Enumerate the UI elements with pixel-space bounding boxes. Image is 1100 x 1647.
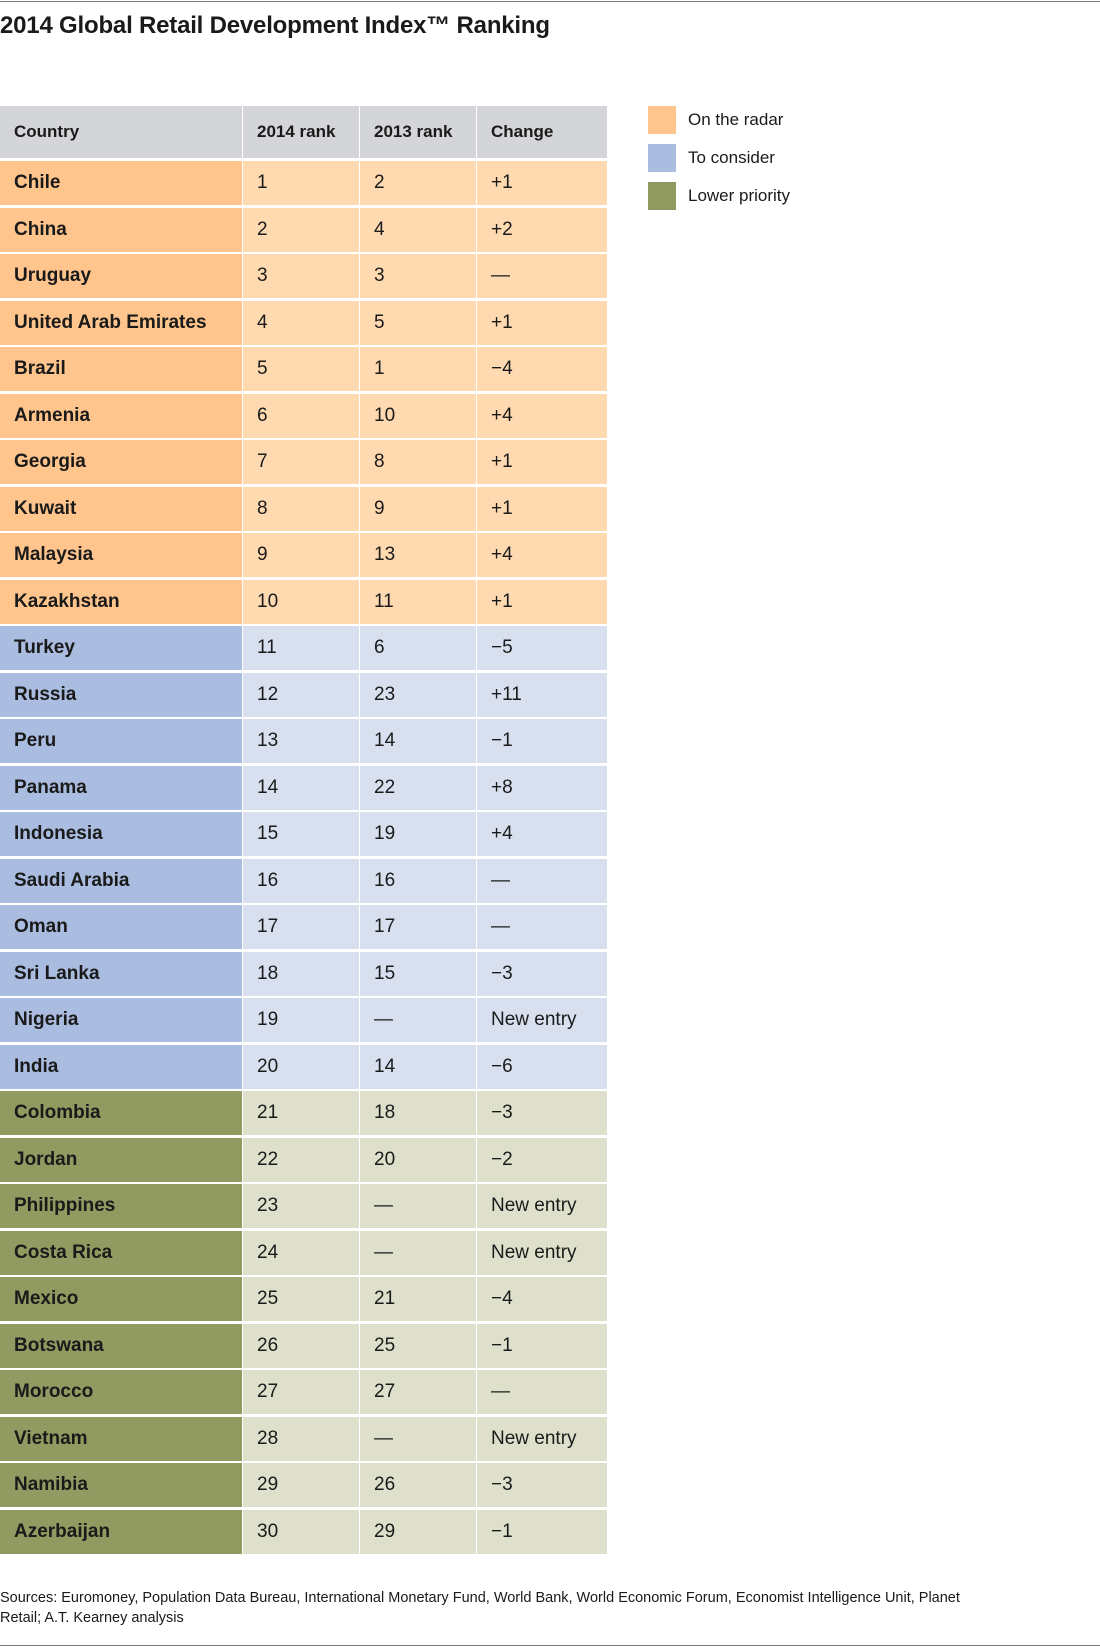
country-cell: Oman [0,905,242,949]
country-cell: Namibia [0,1463,242,1507]
rank-2014-cell: 28 [242,1417,359,1461]
legend [648,106,790,220]
rank-2014-cell: 8 [242,487,359,531]
country-cell: United Arab Emirates [0,301,242,345]
rank-2013-cell: 19 [359,812,476,856]
rank-2013-cell: — [359,1184,476,1228]
legend-item-radar [648,106,790,134]
rank-2013-cell: 20 [359,1138,476,1182]
table-row [0,161,607,205]
rank-2014-cell: 7 [242,440,359,484]
change-cell: +1 [476,580,607,624]
rank-2013-cell: 11 [359,580,476,624]
table-row [0,1463,607,1507]
header-rank-2013: 2013 rank [359,106,476,158]
rank-2014-cell: 16 [242,859,359,903]
rank-2013-cell: — [359,1231,476,1275]
table-row [0,1045,607,1089]
legend-label: On the radar [688,110,784,129]
rank-2014-cell: 1 [242,161,359,205]
rank-2013-cell: — [359,1417,476,1461]
change-cell: −3 [476,952,607,996]
legend-swatch [648,182,676,210]
table-row [0,440,607,484]
country-cell: Brazil [0,347,242,391]
rank-2013-cell: — [359,998,476,1042]
rank-2014-cell: 9 [242,533,359,577]
rank-2014-cell: 14 [242,766,359,810]
rank-2014-cell: 4 [242,301,359,345]
change-cell: New entry [476,1231,607,1275]
table-row [0,487,607,531]
rank-2013-cell: 13 [359,533,476,577]
table-row [0,533,607,577]
header-change: Change [476,106,607,158]
table-header-row [0,106,607,158]
country-cell: Jordan [0,1138,242,1182]
table-row [0,254,607,298]
change-cell: −1 [476,719,607,763]
change-cell: −3 [476,1463,607,1507]
legend-label: To consider [688,148,775,167]
header-rank-2014: 2014 rank [242,106,359,158]
rank-2013-cell: 23 [359,673,476,717]
change-cell: −2 [476,1138,607,1182]
rank-2014-cell: 19 [242,998,359,1042]
change-cell: −4 [476,1277,607,1321]
rank-2014-cell: 22 [242,1138,359,1182]
country-cell: Armenia [0,394,242,438]
change-cell: −1 [476,1510,607,1554]
rank-2014-cell: 6 [242,394,359,438]
rank-2014-cell: 20 [242,1045,359,1089]
table-row [0,1138,607,1182]
legend-swatch [648,144,676,172]
rank-2014-cell: 21 [242,1091,359,1135]
legend-label: Lower priority [688,186,791,205]
table-row [0,673,607,717]
rank-2014-cell: 15 [242,812,359,856]
change-cell: +2 [476,208,607,252]
rank-2014-cell: 24 [242,1231,359,1275]
rank-2013-cell: 5 [359,301,476,345]
table-row [0,905,607,949]
country-cell: Kuwait [0,487,242,531]
table-row [0,1417,607,1461]
country-cell: Peru [0,719,242,763]
rank-2014-cell: 27 [242,1370,359,1414]
top-rule [0,1,1100,2]
table-row [0,208,607,252]
country-cell: Vietnam [0,1417,242,1461]
rank-2014-cell: 12 [242,673,359,717]
rank-2013-cell: 29 [359,1510,476,1554]
change-cell: +4 [476,394,607,438]
change-cell: +8 [476,766,607,810]
country-cell: Georgia [0,440,242,484]
change-cell: +4 [476,533,607,577]
rank-2013-cell: 14 [359,1045,476,1089]
rank-2014-cell: 26 [242,1324,359,1368]
rank-2014-cell: 10 [242,580,359,624]
change-cell: +1 [476,487,607,531]
change-cell: New entry [476,1184,607,1228]
rank-2014-cell: 18 [242,952,359,996]
table-row [0,1091,607,1135]
table-row [0,394,607,438]
rank-2013-cell: 4 [359,208,476,252]
rank-2014-cell: 3 [242,254,359,298]
rank-2013-cell: 6 [359,626,476,670]
rank-2013-cell: 3 [359,254,476,298]
table-row [0,1277,607,1321]
legend-item-consider [648,144,790,172]
change-cell: −5 [476,626,607,670]
country-cell: China [0,208,242,252]
change-cell: — [476,905,607,949]
change-cell: −4 [476,347,607,391]
rank-2013-cell: 16 [359,859,476,903]
rank-2013-cell: 22 [359,766,476,810]
header-country: Country [0,106,242,158]
rank-2013-cell: 17 [359,905,476,949]
country-cell: Russia [0,673,242,717]
rank-2014-cell: 13 [242,719,359,763]
country-cell: Turkey [0,626,242,670]
rank-2013-cell: 8 [359,440,476,484]
table-row [0,952,607,996]
change-cell: −1 [476,1324,607,1368]
country-cell: Botswana [0,1324,242,1368]
rank-2014-cell: 23 [242,1184,359,1228]
rank-2014-cell: 17 [242,905,359,949]
rank-2014-cell: 2 [242,208,359,252]
table-row [0,626,607,670]
country-cell: Mexico [0,1277,242,1321]
table-row [0,812,607,856]
change-cell: — [476,859,607,903]
table-row [0,580,607,624]
rank-2014-cell: 11 [242,626,359,670]
country-cell: Malaysia [0,533,242,577]
country-cell: Chile [0,161,242,205]
ranking-table [0,106,607,1556]
country-cell: India [0,1045,242,1089]
change-cell: — [476,1370,607,1414]
country-cell: Sri Lanka [0,952,242,996]
table-row [0,1324,607,1368]
country-cell: Panama [0,766,242,810]
table-row [0,347,607,391]
table-row [0,998,607,1042]
country-cell: Saudi Arabia [0,859,242,903]
change-cell: +1 [476,440,607,484]
country-cell: Costa Rica [0,1231,242,1275]
table-row [0,1370,607,1414]
chart-title: 2014 Global Retail Development Index™ Ranking [0,12,550,39]
rank-2013-cell: 9 [359,487,476,531]
rank-2013-cell: 25 [359,1324,476,1368]
change-cell: New entry [476,998,607,1042]
bottom-rule [0,1645,1100,1646]
table-row [0,1231,607,1275]
change-cell: −3 [476,1091,607,1135]
change-cell: +1 [476,161,607,205]
rank-2013-cell: 1 [359,347,476,391]
change-cell: +11 [476,673,607,717]
rank-2014-cell: 29 [242,1463,359,1507]
rank-2014-cell: 30 [242,1510,359,1554]
country-cell: Morocco [0,1370,242,1414]
rank-2013-cell: 21 [359,1277,476,1321]
country-cell: Kazakhstan [0,580,242,624]
country-cell: Philippines [0,1184,242,1228]
table-row [0,766,607,810]
country-cell: Nigeria [0,998,242,1042]
legend-item-lower [648,182,790,210]
change-cell: −6 [476,1045,607,1089]
change-cell: — [476,254,607,298]
table-row [0,301,607,345]
legend-swatch [648,106,676,134]
rank-2013-cell: 18 [359,1091,476,1135]
table-row [0,1184,607,1228]
rank-2013-cell: 10 [359,394,476,438]
change-cell: +4 [476,812,607,856]
rank-2013-cell: 27 [359,1370,476,1414]
country-cell: Colombia [0,1091,242,1135]
table-row [0,859,607,903]
rank-2013-cell: 26 [359,1463,476,1507]
change-cell: +1 [476,301,607,345]
table-row [0,1510,607,1554]
rank-2013-cell: 2 [359,161,476,205]
country-cell: Azerbaijan [0,1510,242,1554]
rank-2013-cell: 15 [359,952,476,996]
rank-2014-cell: 5 [242,347,359,391]
table-row [0,719,607,763]
country-cell: Indonesia [0,812,242,856]
rank-2014-cell: 25 [242,1277,359,1321]
sources-note: Sources: Euromoney, Population Data Bureau, International Monetary Fund, World Bank, World Economic Forum, Economist Intelligence Unit, Planet Retail; A.T. Kearney analysis [0,1590,960,1626]
country-cell: Uruguay [0,254,242,298]
change-cell: New entry [476,1417,607,1461]
rank-2013-cell: 14 [359,719,476,763]
